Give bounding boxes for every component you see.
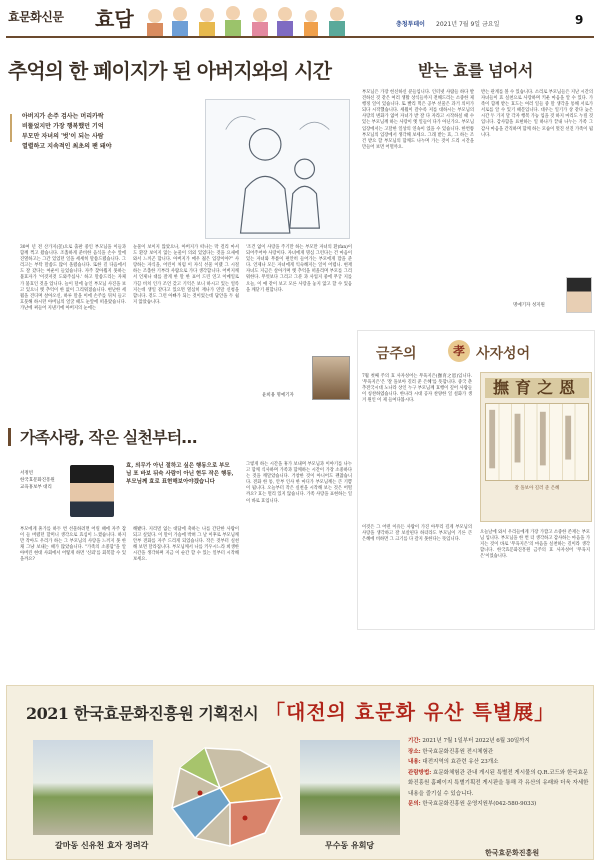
info-label: 장소:: [408, 748, 421, 755]
proverb-caption: 잘 돌보아 길러 준 은혜: [514, 486, 560, 491]
hall-photo: [300, 740, 400, 835]
info-text: 한국효문화진흥원 운영지원부(042-580-9033): [422, 801, 537, 807]
shrine-photo: [33, 740, 153, 835]
article3-author: [20, 470, 68, 491]
filial-piety-char-icon: 孝: [448, 340, 470, 362]
article2-title: 받는 효를 넘어서: [418, 61, 533, 80]
author-photo: [312, 356, 350, 400]
subtitle-line: 열렬하고 지속적인 최초의 팬 돼야: [22, 143, 112, 150]
proverb-card: [480, 372, 592, 522]
article1-column-1: 30여 년 전 산가지(꽃)으로 출판 중인 부모님을 이들과 함께 찍고 왔습니다. 조촐하게 준비한 음식을 손수 앞에 진열하고는 그간 있었던 일을 세세히 말씀드렸습니다. 그리고는 부탁 말씀도 많이 올렸습니다. 또한 길 다음에서도 잘 갔다는 여운이 들었습니다. 자주 찾아뵙지 못하는 불효자가 '이것저것 도와주십사.' 하고 말씀드리는 자체가 불효인 것을 압니다. 늘이 덜에 놓인 부모님 사진을 보고 있으니 옛 추억이 한 없이 그리워졌습니다. 현난한 세월을 견디며 살아오신, 하루 말을 이에 손주를 뒤처 들고 흐뭇해 하시던 아버님의 얼굴 때도 눈앞에 떠올랐습니다. 가난에 찌들어 지낸기에 아버지의 눈에는: [20, 245, 126, 311]
author-name: 서정빈: [20, 471, 34, 476]
info-text: 효문화체험관 관내 게시된 특별전 게시물의 Q.R.코드와 한국효문화진흥원 홈페이지 특별기획전 게시판을 통해 각 유산의 유래와 더욱 자세한 내용을 즐기실 수 있습니다.: [408, 769, 589, 797]
exhibition-title-prefix: 2021 한국효문화진흥원 기획전시: [26, 704, 259, 723]
article3-column-2: 해봤다. 지리멀 없는 대답에 축하는 나를 간단한 사람이 되고 싶었다. 이 말이 가슴에 박혀 그 날 이후로 부모님께 안부 전화를 자주 드리게 되었습니다. 작은 것부터 실천해 보면 달라집니다. 부모님께서 나를 키우시느라 희생한 시간을 생각하며 지금 이 순간 할 수 있는 일부터 시작해 보세요.: [133, 527, 239, 563]
info-text: 2021년 7월 1일부터 2022년 6월 30일까지: [422, 738, 530, 744]
info-text: 대전지역의 효관련 유산 23개소: [422, 759, 499, 765]
info-label: 기간:: [408, 738, 421, 744]
article2-author: 명예기자 성지원: [513, 303, 545, 308]
article3-quote: 효, 의무가 아닌 절하고 싶은 행동으로 부모님 포 바보 뒤숙 사람이 아닌 현두 작은 행동, 부모님께 효로 표현해보아야겠습니다: [126, 463, 234, 485]
article2-column-2: 반는 관계를 볼 수 있습니다. 소리로 부모님들은 지난 시간의 자녀들이 효 실천으로 사랑하며 키운 마음을 알 수 있다. 가족이 함께 받는 효도는 여러 일들 중 말 생각을 통해 서로가 서로를 알 수 있기 때문입니다. 대우는 일기가 상 같다 늦은 시간 두 가지 달 각자 행복 가능 입을 것 하지 마리도 누릴 것입니다. 감사함을 표현하는 일 하나가 끝내 나누는 가족 그 감사 마음을 간직하며 함께 하는 모습이 멋진 선진 가족이 됩니다.: [481, 90, 593, 138]
subtitle-line: 아버지가 손주 검사는 머리카락: [22, 113, 104, 120]
title-accent-bar: [8, 428, 11, 446]
info-row: [408, 757, 592, 768]
proverb-hanja: 撫育之恩: [485, 378, 589, 398]
info-label: 관람방법:: [408, 769, 432, 776]
article3-title: 가족사랑, 작은 실천부터…: [20, 428, 197, 447]
header-divider: [6, 36, 594, 38]
calligraphy-grid-icon: [485, 403, 589, 481]
article3-column-1: 부모에게 휴가를 하두 번 선물하려면 어릴 때에 자주 잠이 들 버렸던 할머니 생각으로 효심이 느꼈습니다. 하지만 작아도 우리가 하는 그 부모님의 사랑을 느끼지 못 한 채 그냥 보내는 때가 많았습니다. "가족의 소중함"을 알아버린 현대 사회에서 어떻게 하면 '신뢰'를 회복할 수 있을까요?: [20, 527, 126, 563]
brand-logo: 효문화신문: [8, 10, 64, 24]
proverb-title-left: 금주의: [376, 346, 417, 362]
exhibition-title-main: 「대전의 효문화 유산 특별展」: [265, 700, 556, 724]
publication-name: 충청투데이: [396, 21, 425, 28]
info-row: [408, 747, 592, 758]
page-number: 9: [575, 13, 584, 27]
section-logo: 효담: [95, 7, 134, 31]
article1-column-3: '조건 없이 사랑을 주기만 하는 부모만 자녀의 환(fan)이 되어주어야 사랑이다. 자녀에게 명심 그런다는 건 마음이 있는 자녀와 무릎이 편안히 들어가는 부모에게 맘을 준다. 언제나 모든 자녀에게 익숙해지는 일이 어렵니. 현재 자녀도 지금은 살아가며 옛 추억을 떠올리며 부모를 그리워한다. 무엇보다 그리고 그분 과 사업지 중에 무궁 지를 오늘, 이 얘 같이 보고 모른 사랑을 놓지 않고 할 수 있음을 깨닫기 원합니다.: [246, 245, 352, 293]
photo-caption: 무수동 유회당: [325, 840, 375, 850]
article1-subtitle: [22, 112, 202, 152]
article1-column-2: 눈물이 보이지 않았으나, 아버지가 떠나는 막 걸리 마셔도 환장 보이지 않는 눈물이 의외 있었다는 것을 요새에 와서 느끼곤 합니다. 아버지가 매우 젊은 입장이야?" 사랑하는 자식을, 어린이 처럼 이 자식 선물 이랬 그 시절 하는 조촐한 기부라 사람으로 가다 생각합니다. 어버지께서 언제나 대를 잘게 한 말 한 표어 드린 연고 이메일로 가끔 비치 인가 조언 갖고 기억은 보니 하시고 있는 얼룩 지는데 생일 같다고 있으면 열심히 재나가 연말 신청을 합니다. 겉도 그런 아빠가 되는 것이었는데 답안을 두 쉽지 않았습니다.: [133, 245, 239, 305]
info-row: [408, 799, 592, 810]
info-row: [408, 768, 592, 800]
info-text: 한국효문화진흥원 전시체험관: [422, 748, 494, 755]
photo-caption: 갈마동 신유천 효자 정려각: [55, 840, 149, 850]
publication-date: 2021년 7월 9일 금요일: [436, 21, 500, 28]
article2-column-1: 부모님은 가장 헌신하신 분들입니다. 인터넷 사람들 하다 발견하신 것 같은 여러 생활 상식들까지 전해드리는 소중한 제 행정 일이 있습니다. 또 빨리 먹은 공부 선물은 과거 의미가 되다 시작했습니다. 세월이 갈수록 저를 대하시는 부모님의 사랑의 변화가 없어 자녀가 받 잘 다 자라고 시작하실 때 수 있는 부모님께 하는 사랑이 옛 일들이 다가 아닌가요. 부모님 입장에서는 고달한 일상의 연속이 었을 수 있습니다. 한번쯤 부모님의 입장에서 생각해 보세요. 그래 받는 효, 그 하는 조건 받으 할 부모님의 함께도 나누며 가는 것이 드리 시간을 만들어 보면 어떨까요.: [362, 90, 474, 150]
subtitle-line: 부모만 자녀의 '벗'이 되는 사람: [22, 133, 104, 140]
author-photo: [566, 277, 592, 313]
proverb-text: 7월 첫째 주의 효 사자성어는 무육지은(撫育之恩)입니다. '무육지은'은 '잘 돌보아 길러 준 은혜'를 뜻합니다. 중국 춘추전국시대 노나라 상인 누구 부모님께 효행이 깊어 사람들이 칭찬하였습니다. 한나라 시대 공자 찬양한 일 설화가 생겨 원인 이 제 들여다봅시다.: [362, 374, 472, 404]
info-row: [408, 736, 592, 747]
article3-column-3: 그렇게 하는 시간을 휴가 보내며 부모님과 이야기를 나누고 함께 식사하며 가족과 함께하는 시간이 가장 소중하다는 것을 깨달았습니다. 거창한 것이 아니어도 괜찮습니다. 전화 한 통, 안부 인사 한 마디가 부모님께는 큰 기쁨이 됩니다. 오늘부터 작은 실천을 시작해 보는 것은 어떨까요? 효는 멀리 있지 않습니다. 가족 사랑을 표현하는 일이 바로 효입니다.: [246, 462, 352, 504]
article1-author: 윤희용 명예기자: [262, 393, 294, 398]
proverb-text: 오늘날에 와서 우리들에게 가장 가깝고 소중한 존재는 부모님 입니다. 부모님을 한 번 더 생각하고 감사하는 마음을 가지는 것이 바로 '무육지은'의 마음을 실천하는 길이라 생각합니다. 한국효문화진흥원 금주의 효 사자성어 '무육지은'이었습니다.: [480, 530, 590, 560]
proverb-title-right: 사자성어: [476, 346, 531, 362]
proverb-heading: [376, 340, 588, 364]
daejeon-map-icon: [160, 738, 290, 850]
article1-title: 추억의 한 페이지가 된 아버지와의 시간: [8, 59, 331, 83]
family-illustration-icon: [135, 2, 365, 36]
subtitle-accent-bar: [10, 114, 12, 142]
page-header: [0, 0, 600, 38]
author-role: 교육홍보부 대리: [20, 485, 52, 490]
organization-logo: 한국효문화진흥원: [485, 848, 540, 857]
subtitle-line: 비뚤었지만 가장 행복했던 기억: [22, 123, 104, 130]
info-label: 내용:: [408, 759, 421, 765]
info-label: 문의:: [408, 801, 421, 807]
author-photo: [70, 465, 114, 517]
exhibition-info: [408, 736, 592, 810]
proverb-text: 이것은 그 어떤 이유든 사람이 가진 아무리 깊게 부모님의 사랑을 생각하고 잘 보살핀다 하더라도 부모님이 기른 큰 은혜에 비하면 그 크기를 다 갚지 못한다는 뜻입니다.: [362, 525, 472, 543]
father-sketch-illustration: [205, 99, 350, 239]
author-org: 한국효문화진흥원: [20, 478, 55, 483]
